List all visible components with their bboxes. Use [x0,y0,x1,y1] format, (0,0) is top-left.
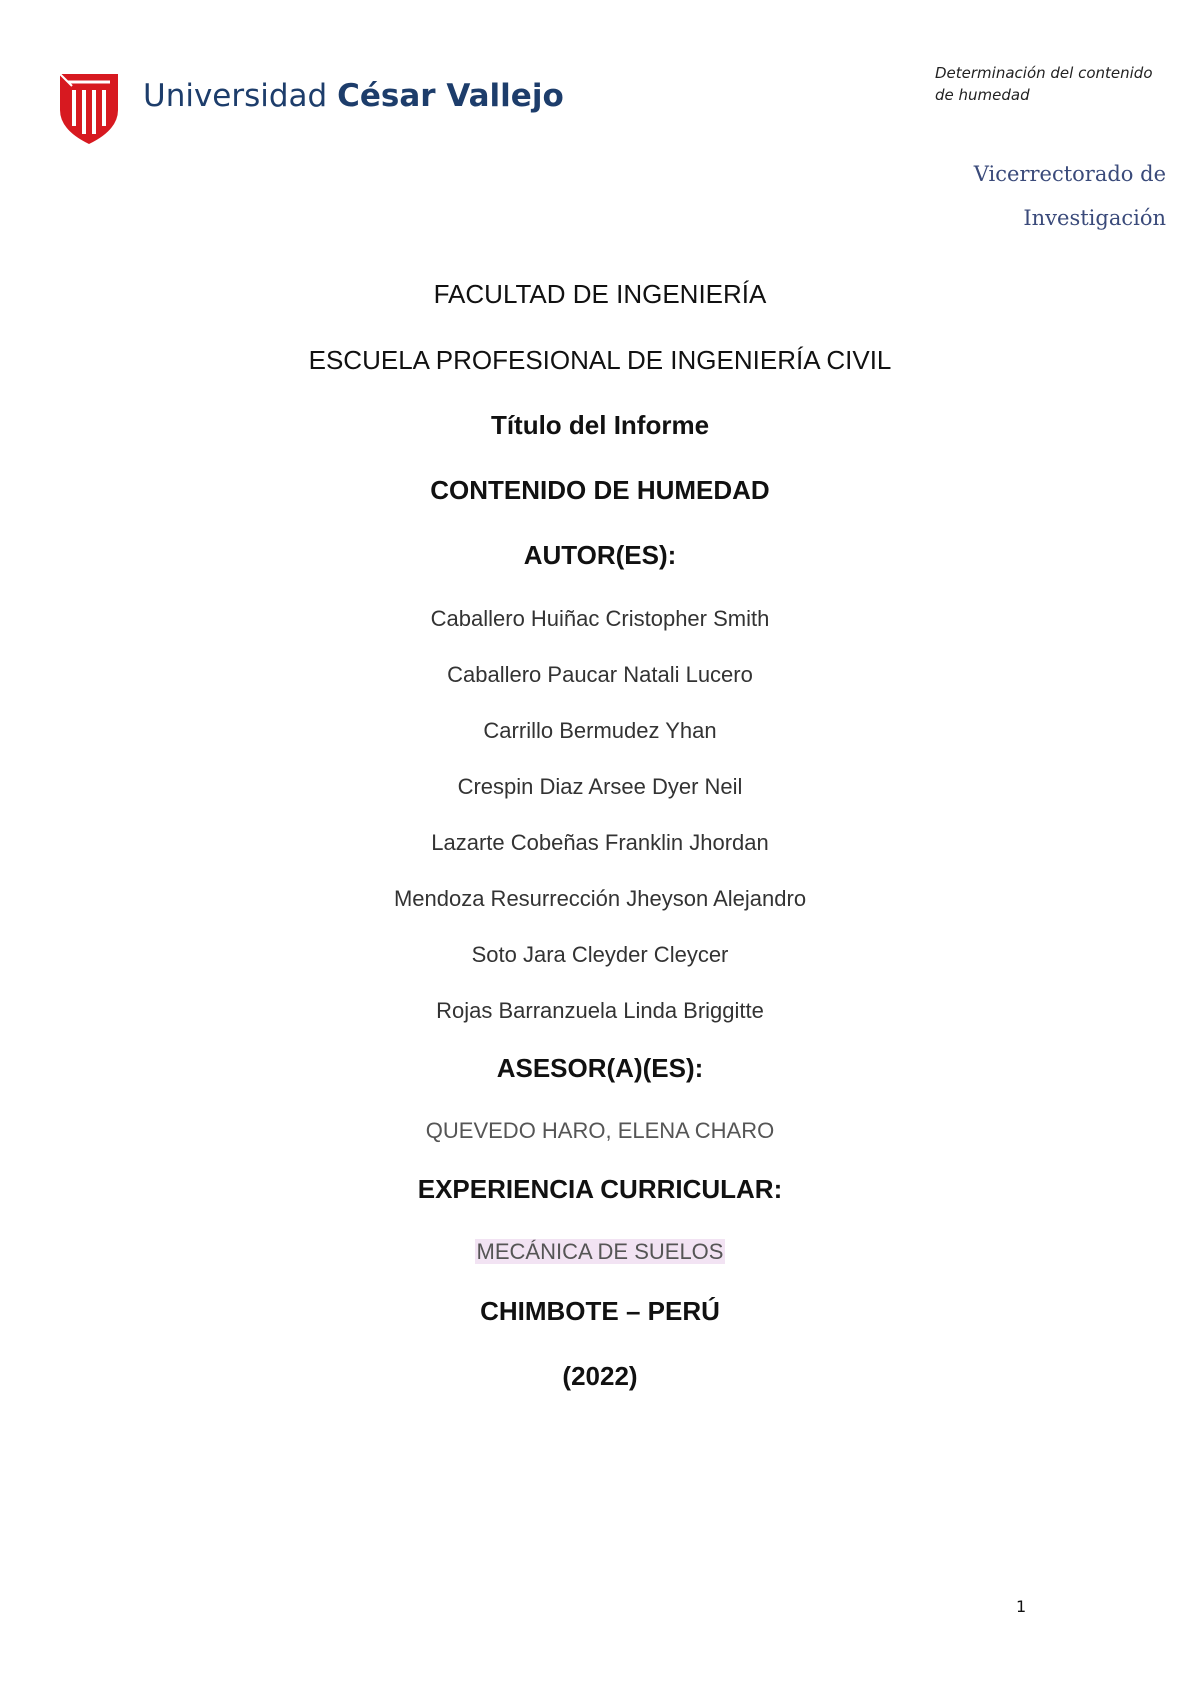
course-label: EXPERIENCIA CURRICULAR: [417,1174,783,1204]
advisor-label: ASESOR(A)(ES): [496,1053,704,1083]
course-name: MECÁNICA DE SUELOS [476,1239,724,1264]
university-shield-icon [58,70,122,146]
course-name-line [0,1239,1200,1265]
location: CHIMBOTE – PERÚ [480,1296,720,1326]
year: (2022) [562,1361,638,1391]
author-name: Crespin Diaz Arsee Dyer Neil [457,774,743,799]
faculty-heading: FACULTAD DE INGENIERÍA [433,279,767,309]
author-name: Caballero Paucar Natali Lucero [447,662,753,687]
report-title: CONTENIDO DE HUMEDAD [430,475,770,505]
author-name: Mendoza Resurrección Jheyson Alejandro [393,886,807,911]
report-title-label: Título del Informe [490,410,710,440]
investigacion-line: Investigación [1023,206,1166,230]
author-name: Soto Jara Cleyder Cleycer [471,942,729,967]
authors-label: AUTOR(ES): [523,540,677,570]
author-name: Rojas Barranzuela Linda Briggitte [436,998,764,1023]
author-name: Lazarte Cobeñas Franklin Jhordan [431,830,769,855]
school-heading: ESCUELA PROFESIONAL DE INGENIERÍA CIVIL [308,345,892,375]
vicerrectorado-line: Vicerrectorado de [973,162,1166,186]
running-header-title: Determinación del contenido de humedad [935,64,1153,104]
advisor-name: QUEVEDO HARO, ELENA CHARO [425,1118,775,1143]
page-number: 1 [1016,1597,1027,1616]
logo-wordmark: Universidad César Vallejo [143,78,564,114]
author-name: Caballero Huiñac Cristopher Smith [430,606,770,631]
vicerrectorado-block [974,152,1166,240]
university-logo [58,68,564,148]
author-name: Carrillo Bermudez Yhan [483,718,717,743]
